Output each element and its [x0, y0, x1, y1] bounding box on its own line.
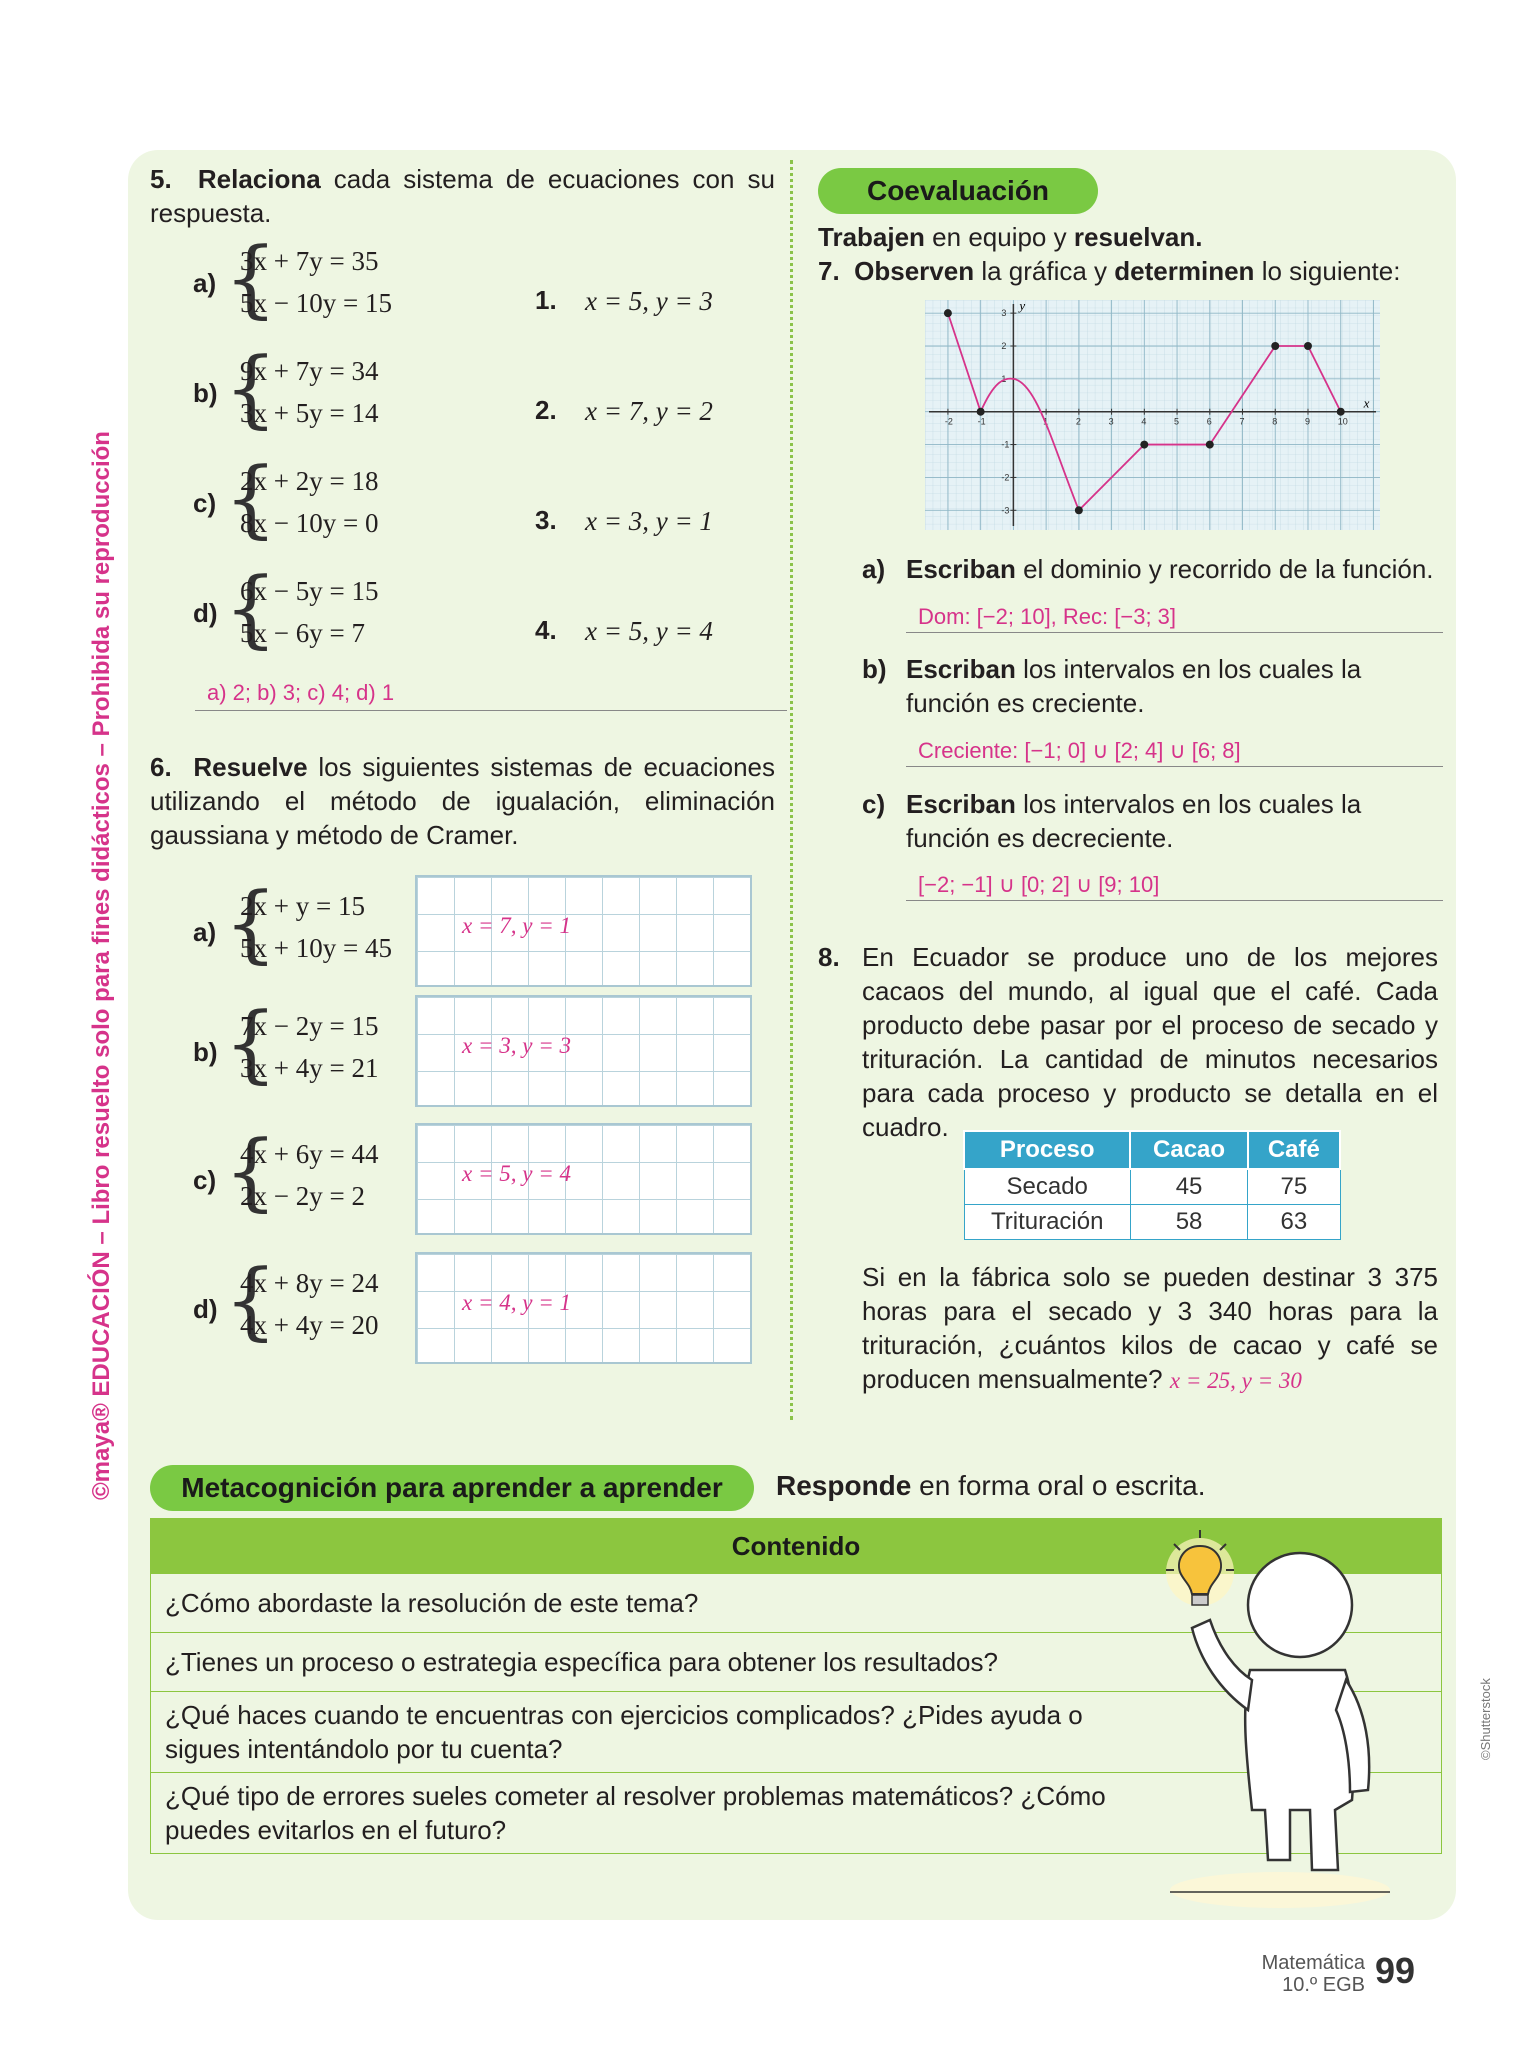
ex6-text: los siguientes sistemas de ecuaciones utilizando el método de igualación, eliminación gaussiana y método de Cramer. [150, 752, 775, 850]
system-answer: x = 4, y = 1 [462, 1290, 571, 1315]
brace-symbol: { [224, 1122, 278, 1220]
equation: 5x − 6y = 7 [240, 618, 365, 648]
brace-symbol: { [224, 229, 278, 327]
y-tick-label: 1 [1001, 373, 1007, 384]
thinking-character-illustration [1140, 1510, 1410, 1910]
side-text: EDUCACIÓN – Libro resuelto solo para fines didácticos – Prohibida su reproducción [88, 431, 115, 1397]
table-cell: 58 [1130, 1205, 1247, 1240]
graph-point [1140, 441, 1148, 449]
coeval-mid: en equipo y [932, 222, 1067, 252]
ex7-verb1: Observen [854, 256, 975, 286]
option-answer: x = 7, y = 2 [585, 396, 713, 426]
item-verb: Escriban [906, 789, 1016, 819]
item-answer[interactable]: [−2; −1] ∪ [0; 2] ∪ [9; 10] [906, 872, 1443, 901]
system-label: d) [193, 598, 218, 628]
option-number: 3. [535, 505, 557, 535]
item-label: c) [862, 789, 886, 819]
ex7-verb2: determinen [1114, 256, 1255, 286]
ex5-verb: Relaciona [197, 164, 321, 194]
equation: 4x + 6y = 44 [240, 1139, 379, 1169]
y-tick-label: -3 [1001, 505, 1010, 516]
equation: 5x + 10y = 45 [240, 933, 392, 963]
equation: 2x + 2y = 18 [240, 466, 379, 496]
brace-symbol: { [224, 994, 278, 1092]
option-number: 2. [535, 395, 557, 425]
x-tick-label: 7 [1239, 416, 1245, 427]
question-cell: ¿Cómo abordaste la resolución de este tema? [151, 1574, 1442, 1633]
item-answer[interactable]: Creciente: [−1; 0] ∪ [2; 4] ∪ [6; 8] [906, 738, 1443, 767]
table-cell: Secado [964, 1169, 1130, 1205]
ex7-mid2: lo siguiente: [1261, 256, 1401, 286]
table-cell: 75 [1248, 1169, 1340, 1205]
system-answer: x = 3, y = 3 [462, 1033, 571, 1058]
meta-rest: en forma oral o escrita. [919, 1470, 1206, 1501]
equation: 4x + 4y = 20 [240, 1310, 379, 1340]
ex8-text: En Ecuador se produce uno de los mejores cacaos del mundo, al igual que el café. Cada producto debe pasar por el proceso de secado y trituración. La cantidad de minutos necesarios para cada proceso y producto se detalla en el cuadro. [862, 942, 1438, 1142]
ex7-item [862, 787, 1442, 855]
brace-symbol: { [224, 559, 278, 657]
ex5-statement [150, 162, 775, 230]
y-tick-label: -1 [1001, 439, 1010, 450]
option-number: 4. [535, 615, 557, 645]
grade-label: 10.º EGB [1282, 1974, 1365, 1996]
ex8-question [862, 1260, 1438, 1398]
y-tick-label: -2 [1001, 472, 1010, 483]
x-tick-label: 10 [1337, 416, 1348, 427]
meta-verb: Responde [776, 1470, 912, 1501]
ex5-number: 5. [150, 164, 172, 194]
ex5-answer[interactable]: a) 2; b) 3; c) 4; d) 1 [195, 680, 787, 711]
system-label: a) [193, 917, 217, 947]
brace-symbol: { [224, 339, 278, 437]
ex8-number: 8. [818, 942, 840, 972]
system-label: d) [193, 1294, 218, 1324]
ex7-number: 7. [818, 256, 840, 286]
ex6-number: 6. [150, 752, 172, 782]
column-divider [790, 160, 793, 1420]
item-text [906, 787, 1442, 855]
subject-label: Matemática [1261, 1952, 1365, 1974]
x-tick-label: 9 [1304, 416, 1311, 427]
y-tick-label: 3 [1001, 308, 1007, 319]
equation: 2x + y = 15 [240, 891, 365, 921]
x-tick-label: 3 [1108, 416, 1114, 427]
ex5-text: cada sistema de ecuaciones con su respuesta. [150, 164, 775, 228]
table-cell: Trituración [964, 1205, 1130, 1240]
footer-subject [1180, 1952, 1365, 1996]
side-copyright [88, 431, 116, 1500]
table-cell: 45 [1130, 1169, 1247, 1205]
brace-symbol: { [224, 449, 278, 547]
ex8-statement [818, 940, 1438, 1144]
brace-symbol: { [224, 874, 278, 972]
graph-point [977, 408, 985, 416]
table-header: Café [1248, 1131, 1340, 1169]
item-rest: los intervalos en los cuales la función es creciente. [906, 654, 1362, 718]
ex7-item [862, 552, 1442, 586]
x-tick-label: 5 [1174, 416, 1180, 427]
equation: 3x + 7y = 35 [240, 246, 379, 276]
y-tick-label: 2 [1001, 341, 1007, 351]
item-verb: Escriban [906, 554, 1016, 584]
graph-point [944, 309, 952, 317]
system-answer: x = 5, y = 4 [462, 1161, 571, 1186]
x-tick-label: 6 [1206, 416, 1212, 427]
equation: 3x + 5y = 14 [240, 398, 379, 428]
table-header: Cacao [1130, 1131, 1247, 1169]
x-tick-label: 4 [1141, 416, 1147, 427]
equation: 9x + 7y = 34 [240, 356, 379, 386]
function-graph [925, 300, 1380, 530]
equation: 3x + 4y = 21 [240, 1053, 379, 1083]
item-verb: Escriban [906, 654, 1016, 684]
table-header: Proceso [964, 1131, 1130, 1169]
system-label: b) [193, 378, 218, 408]
table-header: Contenido [151, 1519, 1442, 1574]
graph-point [1075, 506, 1083, 514]
x-axis-label: x [1363, 395, 1370, 411]
item-label: b) [862, 654, 887, 684]
ex7-statement [818, 254, 1438, 288]
coevaluacion-title: Coevaluación [818, 168, 1098, 214]
meta-instruction [776, 1470, 1205, 1502]
graph-point [1337, 408, 1345, 416]
coeval-verb1: Trabajen [818, 222, 925, 252]
x-tick-label: 2 [1075, 416, 1081, 427]
system-label: a) [193, 268, 217, 298]
item-answer[interactable]: Dom: [−2; 10], Rec: [−3; 3] [906, 604, 1443, 633]
brand-logo: ©maya® [88, 1403, 115, 1500]
table-row [964, 1205, 1340, 1240]
option-number: 1. [535, 285, 557, 315]
equation: 6x − 5y = 15 [240, 576, 379, 606]
option-answer: x = 3, y = 1 [585, 506, 713, 536]
equation: 5x − 10y = 15 [240, 288, 392, 318]
system-label: b) [193, 1037, 218, 1067]
ex8-question-text: Si en la fábrica solo se pueden destinar 3 375 horas para el secado y 3 340 horas para la trituración, ¿cuántos kilos de cacao y café se producen mensualmente? [862, 1262, 1438, 1394]
system-label: c) [193, 488, 217, 518]
graph-point [1304, 342, 1312, 350]
coeval-verb2: resuelvan. [1073, 222, 1203, 252]
brace-symbol: { [224, 1251, 278, 1349]
equation: 7x − 2y = 15 [240, 1011, 379, 1041]
graph-point [1271, 342, 1279, 350]
process-table [963, 1130, 1341, 1240]
ex6-statement [150, 750, 775, 852]
shutterstock-credit: ©Shutterstock [1478, 1678, 1493, 1760]
question-cell: ¿Qué tipo de errores sueles cometer al resolver problemas matemáticos? ¿Cómo puedes evitarlos en el futuro? [151, 1773, 1442, 1854]
question-cell: ¿Qué haces cuando te encuentras con ejercicios complicados? ¿Pides ayuda o sigues intentándolo por tu cuenta? [151, 1692, 1442, 1773]
x-tick-label: -2 [944, 416, 953, 427]
item-rest: los intervalos en los cuales la función es decreciente. [906, 789, 1362, 853]
option-answer: x = 5, y = 4 [585, 616, 713, 646]
graph-point [1206, 441, 1214, 449]
equation: 2x − 2y = 2 [240, 1181, 365, 1211]
table-row [964, 1169, 1340, 1205]
ex7-item [862, 652, 1442, 720]
item-text [906, 652, 1442, 720]
equation: 8x − 10y = 0 [240, 508, 379, 538]
item-text [906, 552, 1442, 586]
table-cell: 63 [1248, 1205, 1340, 1240]
ex8-answer[interactable]: x = 25, y = 30 [1169, 1368, 1302, 1393]
ex6-verb: Resuelve [193, 752, 308, 782]
item-rest: el dominio y recorrido de la función. [1023, 554, 1434, 584]
page-number: 99 [1375, 1950, 1416, 1991]
equation: 4x + 8y = 24 [240, 1268, 379, 1298]
option-answer: x = 5, y = 3 [585, 286, 713, 316]
ex7-mid1: la gráfica y [981, 256, 1108, 286]
system-answer: x = 7, y = 1 [462, 913, 571, 938]
question-cell: ¿Tienes un proceso o estrategia específica para obtener los resultados? [151, 1633, 1442, 1692]
item-label: a) [862, 554, 886, 584]
coeval-intro [818, 220, 1438, 254]
metacognicion-title: Metacognición para aprender a aprender [150, 1465, 754, 1511]
y-axis-label: y [1019, 300, 1026, 313]
x-tick-label: -1 [977, 416, 986, 427]
x-tick-label: 1 [1043, 416, 1049, 427]
x-tick-label: 8 [1272, 416, 1278, 427]
system-label: c) [193, 1165, 217, 1195]
